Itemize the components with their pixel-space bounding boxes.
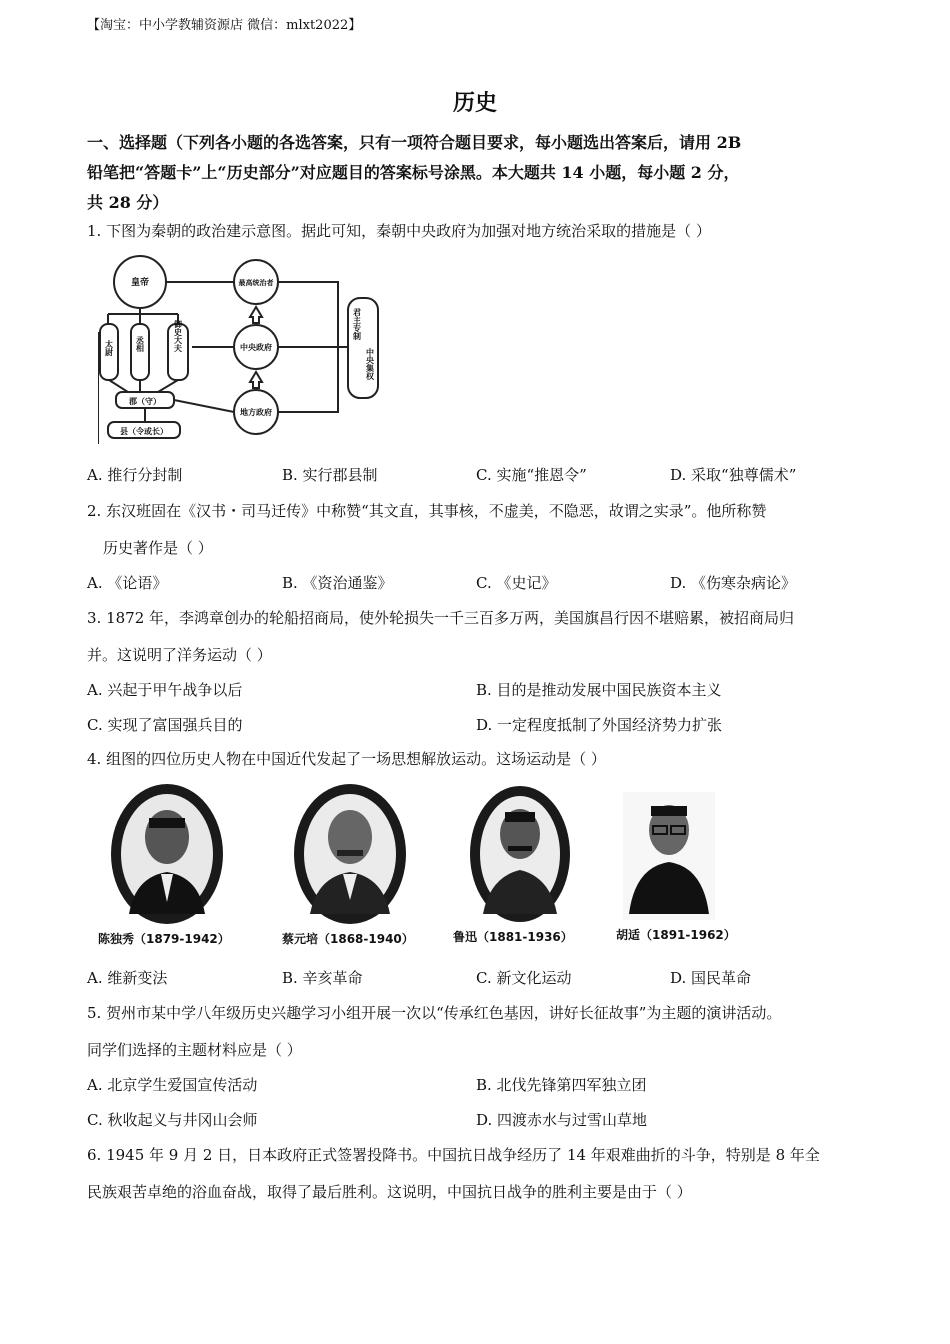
q3-option-d[interactable]: D. 一定程度抵制了外国经济势力扩张 xyxy=(476,716,723,734)
q5-option-b[interactable]: B. 北伐先锋第四军独立团 xyxy=(476,1076,647,1094)
chengxiang-label: 丞相 xyxy=(135,336,145,352)
portrait-cai-yuanpei xyxy=(294,784,406,924)
q5-option-c[interactable]: C. 秋收起义与井冈山会师 xyxy=(87,1111,258,1129)
caption-hu-shi: 胡适（1891-1962） xyxy=(616,928,736,942)
xian-label: 县（令或长） xyxy=(120,427,168,436)
page-header: 【淘宝：中小学教辅资源店 微信：mlxt2022】 xyxy=(87,18,362,33)
bottom-label: 地方政府 xyxy=(240,408,272,417)
q4-option-b[interactable]: B. 辛亥革命 xyxy=(282,969,363,987)
jun-label: 郡（守） xyxy=(129,397,161,406)
right-label-2: 中央集权 xyxy=(365,348,375,380)
q1-option-b[interactable]: B. 实行郡县制 xyxy=(282,466,378,484)
q3-option-c[interactable]: C. 实现了富国强兵目的 xyxy=(87,716,243,734)
portrait-lu-xun xyxy=(470,786,570,922)
caption-chen-duxiu: 陈独秀（1879-1942） xyxy=(98,932,230,946)
page-title: 历史 xyxy=(452,90,497,116)
yushi-label: 御史大夫 xyxy=(173,320,183,352)
q1-option-c[interactable]: C. 实施“推恩令” xyxy=(476,466,587,484)
q2-option-c[interactable]: C. 《史记》 xyxy=(476,574,557,592)
q2-option-d[interactable]: D. 《伤寒杂病论》 xyxy=(670,574,797,592)
caption-lu-xun: 鲁迅（1881-1936） xyxy=(453,930,573,944)
right-label-1: 君主专制 xyxy=(352,308,362,340)
q1-option-d[interactable]: D. 采取“独尊儒术” xyxy=(670,466,797,484)
question-2-stem-line1: 2. 东汉班固在《汉书・司马迁传》中称赞“其文直，其事核，不虚美，不隐恶，故谓之实录”。他所称赞 xyxy=(87,502,767,520)
question-5-stem-line2: 同学们选择的主题材料应是（ ） xyxy=(87,1041,302,1059)
emperor-label: 皇帝 xyxy=(130,278,150,288)
question-3-stem-line2: 并。这说明了洋务运动（ ） xyxy=(87,646,272,664)
q4-option-a[interactable]: A. 维新变法 xyxy=(87,969,168,987)
q3-option-b[interactable]: B. 目的是推动发展中国民族资本主义 xyxy=(476,681,722,699)
q3-option-a[interactable]: A. 兴起于甲午战争以后 xyxy=(87,681,243,699)
top-label: 最高统治者 xyxy=(238,279,274,287)
caption-cai-yuanpei: 蔡元培（1868-1940） xyxy=(282,932,414,946)
mid-label: 中央政府 xyxy=(240,343,272,352)
question-5-stem-line1: 5. 贺州市某中学八年级历史兴趣学习小组开展一次以“传承红色基因，讲好长征故事”为主题的演讲活动。 xyxy=(87,1004,782,1022)
qin-political-system-diagram xyxy=(98,252,388,448)
portrait-group xyxy=(105,782,725,927)
section-instruction-line2: 铅笔把“答题卡”上“历史部分”对应题目的答案标号涂黑。本大题共 14 小题，每小题 2 分， xyxy=(87,163,740,182)
taiwei-label: 太尉 xyxy=(104,340,114,356)
portrait-hu-shi xyxy=(623,792,715,920)
q5-option-a[interactable]: A. 北京学生爱国宣传活动 xyxy=(87,1076,258,1094)
q5-option-d[interactable]: D. 四渡赤水与过雪山草地 xyxy=(476,1111,648,1129)
section-instruction-line1: 一、选择题（下列各小题的各选答案，只有一项符合题目要求，每小题选出答案后，请用 2B xyxy=(87,133,742,152)
q4-option-c[interactable]: C. 新文化运动 xyxy=(476,969,572,987)
question-4-stem: 4. 组图的四位历史人物在中国近代发起了一场思想解放运动。这场运动是（ ） xyxy=(87,750,606,768)
question-1-stem: 1. 下图为秦朝的政治建示意图。据此可知，秦朝中央政府为加强对地方统治采取的措施是（ ） xyxy=(87,222,711,240)
question-6-stem-line2: 民族艰苦卓绝的浴血奋战，取得了最后胜利。这说明，中国抗日战争的胜利主要是由于（ ） xyxy=(87,1183,692,1201)
q4-option-d[interactable]: D. 国民革命 xyxy=(670,969,752,987)
portrait-chen-duxiu xyxy=(111,784,223,924)
q2-option-a[interactable]: A. 《论语》 xyxy=(87,574,168,592)
chengxiang-node xyxy=(131,324,149,380)
question-6-stem-line1: 6. 1945 年 9 月 2 日，日本政府正式签署投降书。中国抗日战争经历了 14 年艰难曲折的斗争，特别是 8 年全 xyxy=(87,1146,820,1164)
q1-option-a[interactable]: A. 推行分封制 xyxy=(87,466,183,484)
question-2-stem-line2: 历史著作是（ ） xyxy=(103,539,213,557)
q2-option-b[interactable]: B. 《资治通鉴》 xyxy=(282,574,393,592)
section-instruction-line3: 共 28 分） xyxy=(87,193,169,212)
question-3-stem-line1: 3. 1872 年，李鸿章创办的轮船招商局，使外轮损失一千三百多万两，美国旗昌行因不堪赔累，被招商局归 xyxy=(87,609,795,627)
